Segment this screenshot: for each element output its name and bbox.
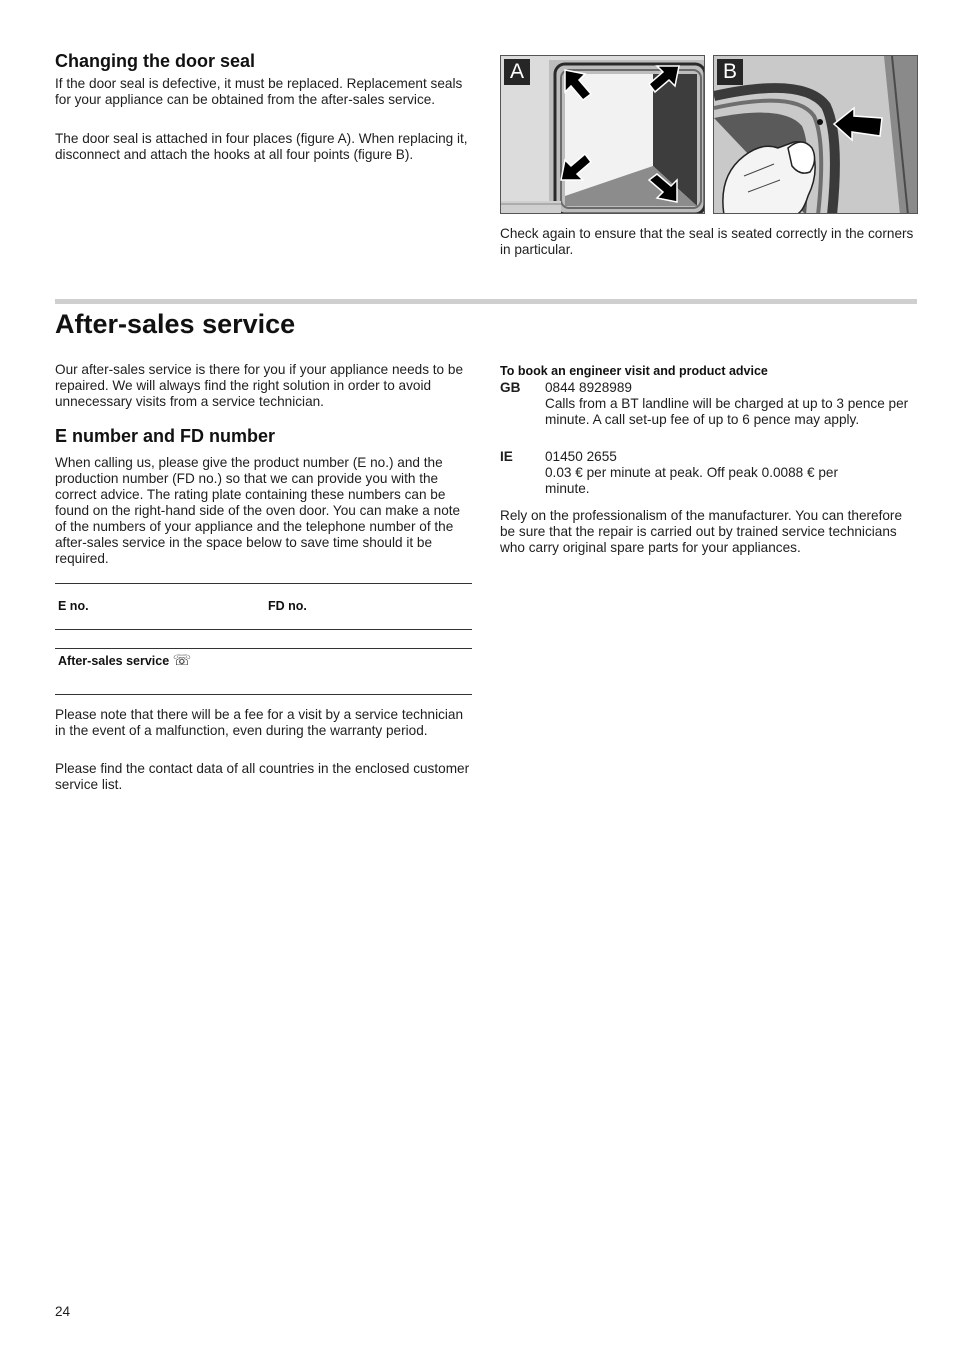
after-sales-intro: Our after-sales service is there for you if your appliance needs to be repaired. We will always find the right solution in order to avoid unnecessary visits from a service technician.	[55, 362, 464, 409]
after-sales-service-label-text: After-sales service	[58, 654, 170, 668]
section-divider	[55, 299, 917, 304]
country-code-gb: GB	[500, 380, 521, 395]
door-seal-heading: Changing the door seal	[55, 51, 256, 71]
country-code-ie: IE	[500, 449, 513, 464]
phone-icon: ☏	[172, 651, 192, 669]
after-sales-service-label	[58, 652, 191, 669]
figure-a-label: A	[504, 59, 530, 85]
form-rule-top	[55, 583, 472, 584]
fee-note: Please note that there will be a fee for a visit by a service technician in the event of a malfunction, even during the warranty period.	[55, 707, 464, 738]
e-no-label: E no.	[58, 599, 89, 613]
form-rule-bottom	[55, 694, 472, 695]
door-seal-paragraph-2: The door seal is attached in four places (figure A). When replacing it, disconnect and attach the hooks at all four points (figure B).	[55, 131, 468, 162]
figure-a-oven-door-seal	[500, 55, 705, 214]
form-rule-middle-2	[55, 648, 472, 649]
seal-hook-illustration	[714, 56, 918, 214]
fd-no-label: FD no.	[268, 599, 307, 613]
professionalism-note: Rely on the professionalism of the manufacturer. You can therefore be sure that the repair is carried out by trained service technicians who carry original spare parts for your appliances.	[500, 508, 903, 555]
form-rule-middle-1	[55, 629, 472, 630]
after-sales-heading: After-sales service	[55, 309, 296, 339]
e-number-text: When calling us, please give the product number (E no.) and the production number (FD no.) so that we can provide you with the correct advice. The rating plate containing these numbers can be found on the right-hand side of the oven door. You can make a note of the numbers of your appliance and the telephone number of the after-sales service in the space below to save time should it be required.	[55, 455, 461, 566]
oven-door-illustration	[501, 56, 705, 214]
e-number-heading: E number and FD number	[55, 426, 276, 446]
figure-b-label: B	[717, 59, 743, 85]
booking-heading: To book an engineer visit and product advice	[500, 364, 768, 378]
phone-number-gb: 0844 8928989	[545, 380, 632, 395]
figure-b-hook-attachment	[713, 55, 918, 214]
contact-list-note: Please find the contact data of all countries in the enclosed customer service list.	[55, 761, 470, 792]
phone-number-ie: 01450 2655	[545, 449, 617, 464]
page-number: 24	[55, 1304, 71, 1319]
door-seal-paragraph-1: If the door seal is defective, it must be replaced. Replacement seals for your appliance can be obtained from the after-sales service.	[55, 76, 463, 107]
figure-caption: Check again to ensure that the seal is seated correctly in the corners in particular.	[500, 226, 914, 257]
call-charge-note-ie: 0.03 € per minute at peak. Off peak 0.0088 € per minute.	[545, 465, 838, 496]
call-charge-note-gb: Calls from a BT landline will be charged at up to 3 pence per minute. A call set-up fee of up to 6 pence may apply.	[545, 396, 909, 427]
